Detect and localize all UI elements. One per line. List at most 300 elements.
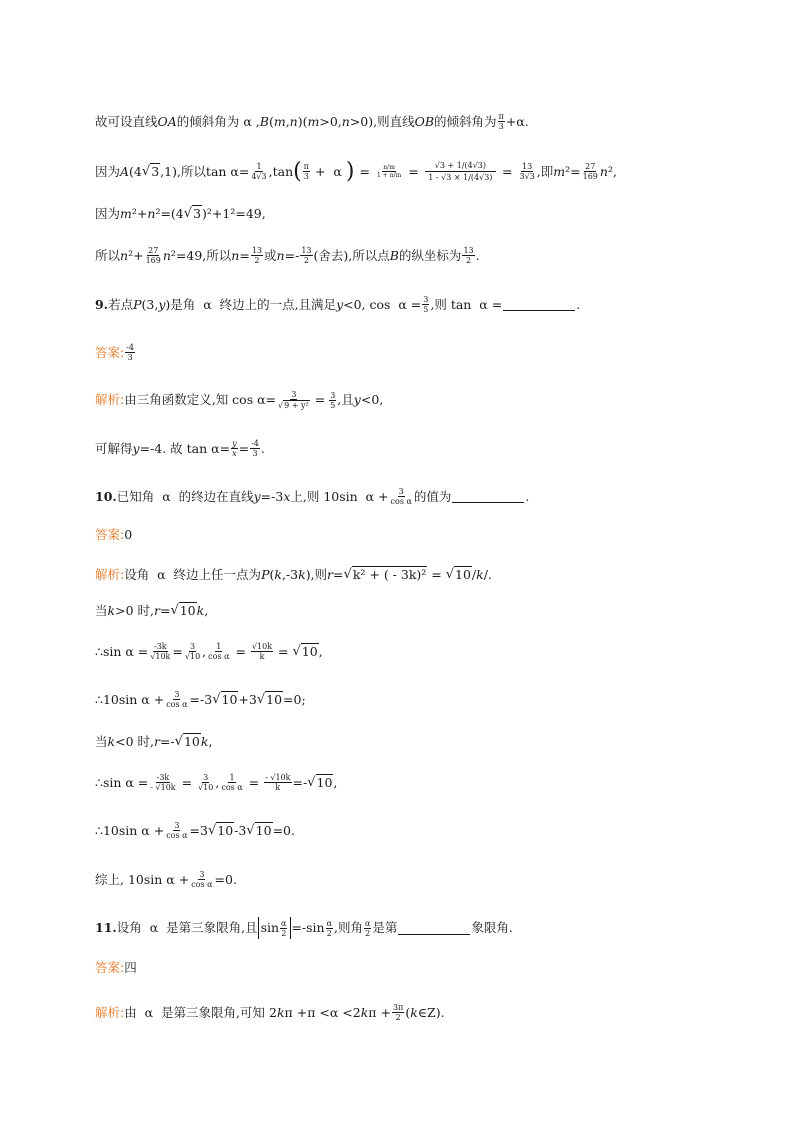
text: 由三角函数定义,知 cos α=: [124, 392, 276, 407]
fraction-answer: [125, 343, 135, 362]
solution-10-line-4: [95, 690, 306, 709]
denominator: k: [259, 652, 265, 661]
fraction-3-over-sqrt: [277, 390, 311, 410]
text: n: [289, 113, 298, 129]
text: +3: [238, 691, 257, 707]
fraction-3-over-cos: [165, 821, 188, 840]
text: 可解得: [95, 440, 133, 456]
text: k: [360, 1004, 369, 1020]
text: y: [132, 440, 140, 456]
numerator: 1: [216, 642, 222, 651]
fraction: [207, 642, 230, 661]
equals: =: [408, 163, 419, 179]
sqrt-value: 10: [183, 734, 200, 749]
numerator: 1: [256, 162, 262, 171]
text: =: [502, 163, 513, 179]
text: ,1),所以: [160, 163, 206, 179]
solution-label: 解析:: [95, 392, 125, 407]
text: y: [253, 488, 261, 504]
text: k: [196, 602, 205, 618]
text: k: [276, 1004, 285, 1020]
numerator: α: [281, 918, 287, 928]
text: =-3: [260, 488, 284, 504]
question-11: [95, 917, 513, 939]
fraction-3-over-5: [422, 295, 429, 314]
numerator: α: [365, 918, 371, 928]
text: )²+1²=49,: [202, 205, 266, 221]
denominator: x: [232, 449, 237, 458]
denominator: k: [275, 783, 281, 792]
text: 当: [95, 602, 108, 618]
denominator: 1 + n/m: [376, 172, 402, 179]
solution-label: 解析:: [95, 566, 125, 582]
denominator: 2: [254, 256, 260, 265]
text: 上,则 10sin α +: [290, 488, 389, 504]
fraction: [149, 773, 176, 792]
text: ,: [255, 113, 260, 129]
denominator: 2: [395, 1013, 401, 1022]
text: =-: [159, 733, 175, 749]
sqrt-value: 10: [221, 692, 238, 707]
denominator: 2: [303, 256, 309, 265]
text: <0,: [360, 392, 384, 407]
text: 的倾斜角为: [434, 113, 497, 129]
denominator: 2: [465, 256, 472, 265]
text: >0 时,: [115, 602, 154, 618]
text: =-: [284, 247, 300, 263]
denominator: √10: [198, 783, 214, 792]
text: =: [427, 566, 446, 582]
denominator: 2: [326, 928, 332, 938]
question-number: 9.: [95, 296, 109, 312]
numerator: α: [326, 918, 333, 928]
solution-line-3: [95, 205, 266, 222]
text: =0.: [272, 822, 295, 838]
sqrt-value: 10: [255, 823, 272, 838]
text: =: [359, 163, 370, 179]
denominator: cos α: [390, 497, 412, 506]
text: ²=49,所以: [170, 247, 232, 263]
text: 已知角 α 的终边在直线: [116, 488, 254, 504]
text: >0),则直线: [349, 113, 415, 129]
denominator: 2: [365, 928, 371, 938]
solution-10-line-3: [95, 642, 323, 661]
fraction: [220, 773, 243, 792]
fraction-3-over-cos: [165, 690, 188, 709]
text: =-4. 故 tan α=: [139, 440, 231, 456]
sqrt-value: 9 + y²: [284, 401, 309, 410]
text: ²=: [565, 163, 581, 179]
text: m: [273, 113, 286, 129]
text: sin: [260, 920, 280, 935]
answer-10: [95, 527, 132, 543]
fraction-1-over-4root3: [250, 162, 267, 181]
text: (舍去),所以点: [313, 247, 390, 263]
text: tan: [272, 163, 294, 179]
absolute-value: [258, 917, 292, 939]
text: (: [268, 113, 274, 129]
sqrt-value: 3: [193, 206, 202, 221]
denominator: 3√3: [519, 172, 535, 181]
text: OA: [157, 113, 177, 129]
sqrt-value: 10: [217, 823, 234, 838]
text: =: [159, 602, 171, 618]
text: ²+: [128, 247, 144, 263]
text: x: [283, 488, 291, 504]
denominator: 2: [281, 928, 287, 938]
m: m: [389, 164, 395, 171]
text: 设角 α 终边上任一点为: [124, 566, 262, 582]
sqrt-symbol: √: [170, 602, 179, 618]
denominator: 169: [582, 172, 598, 181]
numerator: -4: [126, 343, 135, 352]
denominator: 1 - √3 × 1/(4√3): [428, 173, 493, 182]
text: )(: [297, 113, 308, 129]
text: π +: [368, 1004, 391, 1020]
sqrt-value: 10: [301, 644, 318, 659]
n: n: [383, 164, 388, 171]
text: P: [261, 566, 270, 582]
text: =: [238, 440, 250, 456]
text: =0.: [214, 871, 237, 887]
text: ,: [208, 733, 213, 749]
numerator: 3: [423, 295, 429, 304]
answer-label: 答案:: [95, 527, 125, 542]
text: n: [341, 113, 350, 129]
paren-left: (: [293, 158, 302, 184]
denominator: 3: [498, 122, 504, 131]
sqrt-value: 3: [151, 164, 160, 179]
fraction-complex: [425, 160, 496, 183]
text: k: [107, 602, 116, 618]
m: m: [395, 172, 402, 179]
solution-9-line-2: [95, 439, 265, 458]
text: k: [200, 733, 209, 749]
numerator: 3π: [392, 1003, 404, 1012]
text: k: [410, 1004, 418, 1020]
text: =: [274, 643, 293, 659]
text: ²,: [607, 163, 617, 179]
text: 的值为: [413, 488, 452, 504]
text: tan α=: [205, 163, 250, 179]
answer-value: 四: [124, 960, 137, 975]
sqrt-value: 10: [455, 567, 471, 582]
text: =: [333, 566, 344, 582]
text: n: [147, 205, 156, 221]
text: ,即: [536, 163, 554, 179]
solution-10-line-7: [95, 821, 295, 840]
solution-9-line-1: [95, 390, 383, 410]
text: 因为: [95, 163, 121, 179]
numerator: - √10k: [265, 773, 291, 782]
text: (3,: [141, 296, 159, 312]
text: 因为: [95, 205, 121, 221]
text: ,则角: [334, 920, 363, 935]
answer-label: 答案:: [95, 960, 125, 975]
text: ∈Z).: [417, 1004, 445, 1020]
text: 的倾斜角为: [176, 113, 240, 129]
text: =-: [292, 774, 308, 790]
text: ,: [318, 643, 323, 659]
text: A: [120, 163, 130, 179]
text: ,: [333, 774, 338, 790]
sqrt-symbol: √: [246, 822, 255, 838]
numerator: 13: [301, 246, 312, 255]
text: =3: [189, 822, 208, 838]
fraction-alpha-over-2: [280, 919, 287, 938]
numerator: y: [232, 439, 237, 448]
question-number: 11.: [95, 920, 117, 935]
numerator: 3: [398, 487, 404, 496]
answer-9: [95, 343, 136, 362]
text: =-sin: [291, 920, 325, 935]
text: <0, cos α =: [343, 296, 422, 312]
text: -3: [234, 822, 247, 838]
solution-line-1: [95, 112, 529, 131]
sqrt-value: 10: [266, 692, 283, 707]
text: ),则: [305, 566, 328, 582]
text: 当: [95, 733, 108, 749]
sqrt-symbol: √: [207, 822, 217, 838]
text: ∴sin α =: [95, 774, 149, 790]
numerator: -3k: [154, 642, 167, 651]
text: (: [269, 566, 275, 582]
fraction-n-over-m-ratio: [376, 164, 402, 179]
solution-label: 解析:: [95, 1004, 125, 1020]
denominator: 4√3: [251, 172, 267, 181]
fraction-13-over-2: [300, 246, 312, 265]
fraction: [251, 642, 273, 661]
sqrt-symbol: √: [307, 774, 316, 790]
fraction-alpha-over-2: [326, 919, 333, 938]
fraction-minus4-over-3: [250, 439, 260, 458]
answer-blank[interactable]: [398, 922, 470, 935]
text: r: [327, 566, 334, 582]
text: n: [599, 163, 608, 179]
denominator: 169: [145, 256, 161, 265]
text: +α.: [505, 113, 529, 129]
question-9: [95, 295, 580, 314]
denominator: 5: [330, 400, 336, 410]
text: 或: [264, 247, 277, 263]
text: ,则 tan α =: [430, 296, 503, 312]
text: r: [153, 602, 160, 618]
denominator: √10: [184, 652, 201, 661]
numerator: √3 + 1/(4√3): [425, 160, 496, 172]
text: ,: [285, 113, 290, 129]
text: 由 α 是第三象限角,可知 2: [124, 1004, 277, 1020]
text: ,: [204, 602, 209, 618]
text: 是第: [372, 920, 398, 935]
text: ∴10sin α +: [95, 822, 165, 838]
numerator: π: [303, 162, 309, 171]
denominator: cos α: [221, 783, 243, 792]
text: 若点: [108, 296, 134, 312]
text: y: [353, 392, 361, 407]
numerator: 1: [229, 773, 235, 782]
numerator: 3: [174, 821, 180, 830]
text: =0;: [283, 691, 306, 707]
text: ,: [202, 643, 207, 659]
solution-line-2: [95, 160, 617, 183]
numerator: 3: [291, 390, 297, 399]
text: =: [239, 247, 250, 263]
text: =: [231, 643, 250, 659]
text: 象限角.: [471, 920, 513, 935]
answer-blank[interactable]: [452, 490, 524, 503]
answer-blank[interactable]: [503, 298, 575, 311]
text: )是角 α 终边上的一点,且满足: [165, 296, 337, 312]
fraction-pi-over-3: [303, 162, 310, 181]
denominator: 3: [127, 353, 133, 362]
text: =: [177, 774, 197, 790]
text: π +π <α <2: [284, 1004, 361, 1020]
text: ²=(4: [155, 205, 184, 221]
text: k: [274, 566, 282, 582]
text: k: [298, 566, 306, 582]
numerator: 27: [585, 162, 596, 171]
denominator: cos α: [191, 880, 213, 889]
solution-10-line-6: [95, 773, 337, 792]
text: (4: [129, 163, 142, 179]
numerator: π: [498, 112, 504, 121]
fraction: [197, 773, 214, 792]
denominator: 3: [303, 172, 309, 181]
text: y: [158, 296, 166, 312]
numerator: 27: [148, 246, 159, 255]
fraction-3-over-5: [329, 391, 336, 410]
text: B: [259, 113, 269, 129]
text: =: [314, 392, 326, 407]
text: ,: [268, 163, 273, 179]
denominator: 5: [423, 305, 429, 314]
text: 设角 α 是第三象限角,且: [116, 920, 258, 935]
text: .: [475, 247, 480, 263]
text: .: [260, 440, 265, 456]
fraction-alpha-over-2: [364, 919, 371, 938]
fraction-3pi-over-2: [392, 1003, 404, 1022]
numerator: 3: [330, 390, 336, 400]
denominator: cos α: [208, 652, 230, 661]
sqrt-symbol: √: [292, 643, 301, 659]
sqrt-symbol: √: [174, 733, 183, 749]
text: =: [172, 643, 183, 659]
n: n: [389, 172, 394, 179]
text: n: [231, 247, 240, 263]
sqrt-value: k² + ( - 3k)²: [352, 567, 427, 582]
text: y: [336, 296, 344, 312]
fraction-13-over-2: [251, 246, 263, 265]
fraction-3-over-cos: [390, 487, 413, 506]
text: <0 时,: [115, 733, 154, 749]
text: =: [244, 774, 264, 790]
text: α: [243, 113, 252, 129]
fraction: [149, 642, 171, 661]
fraction-y-over-x: [231, 439, 238, 458]
text: OB: [414, 113, 435, 129]
text: ,: [215, 774, 220, 790]
numerator: 3: [199, 870, 205, 879]
numerator: 13: [463, 246, 474, 255]
solution-10-line-5: [95, 733, 212, 750]
denominator: √10k: [150, 652, 171, 661]
text: >0,: [319, 113, 342, 129]
text: ,且: [337, 392, 354, 407]
sqrt-value: 10: [179, 603, 196, 618]
numerator: 13: [251, 246, 263, 255]
solution-11-line-1: [95, 1003, 445, 1022]
solution-10-line-1: [95, 566, 492, 583]
fraction-pi-over-3: [498, 112, 505, 131]
solution-10-line-2: [95, 602, 208, 619]
text: r: [153, 733, 160, 749]
text: 的纵坐标为: [398, 247, 462, 263]
denominator: 3: [252, 449, 258, 458]
sqrt-symbol: √: [445, 566, 454, 582]
text: P: [133, 296, 142, 312]
text: n: [276, 247, 285, 263]
fraction: [264, 773, 291, 792]
numerator: -4: [251, 439, 259, 448]
denominator: cos α: [166, 831, 188, 840]
text: B: [389, 247, 399, 263]
text: n: [120, 247, 129, 263]
answer-11: [95, 960, 137, 976]
fraction: [184, 642, 201, 661]
numerator: 3: [203, 773, 209, 782]
answer-value: 0: [124, 527, 133, 542]
answer-label: 答案:: [95, 344, 125, 360]
sqrt-symbol: √: [141, 163, 151, 179]
denominator: cos α: [166, 700, 188, 709]
text: n: [162, 247, 171, 263]
text: ,-3: [281, 566, 299, 582]
text: (: [405, 1004, 411, 1020]
numerator: -3k: [156, 773, 170, 782]
text: .: [525, 488, 530, 504]
sqrt-value: 10: [316, 775, 333, 790]
paren-right: ): [345, 158, 355, 184]
text: =-3: [189, 691, 213, 707]
numerator: 13: [522, 162, 533, 171]
text: 综上, 10sin α +: [95, 871, 190, 887]
fraction-13-over-2: [462, 246, 474, 265]
numerator: √10k: [251, 642, 273, 651]
text: m: [120, 205, 132, 221]
text: 故可设直线: [95, 113, 158, 129]
sqrt-symbol: √: [256, 691, 266, 707]
question-10: [95, 487, 529, 506]
text: m: [553, 163, 566, 179]
numerator: n/m: [383, 164, 395, 171]
text: /.: [483, 566, 492, 582]
numerator: 3: [174, 690, 180, 699]
fraction-13-over-3root3: [518, 162, 535, 181]
fraction-27-over-169: [145, 246, 162, 265]
denominator: - √10k: [150, 783, 176, 792]
fraction-27-over-169: [582, 162, 599, 181]
text: k: [107, 733, 116, 749]
text: k: [476, 566, 484, 582]
text: ∴10sin α +: [95, 691, 165, 707]
denominator: √9 + y²: [278, 401, 309, 410]
sqrt-symbol: √: [183, 205, 193, 221]
text: + α: [315, 163, 342, 179]
text: ²+: [131, 205, 148, 221]
fraction-3-over-cos: [190, 870, 213, 889]
text: /: [471, 566, 477, 582]
sqrt-symbol: √: [212, 691, 221, 707]
